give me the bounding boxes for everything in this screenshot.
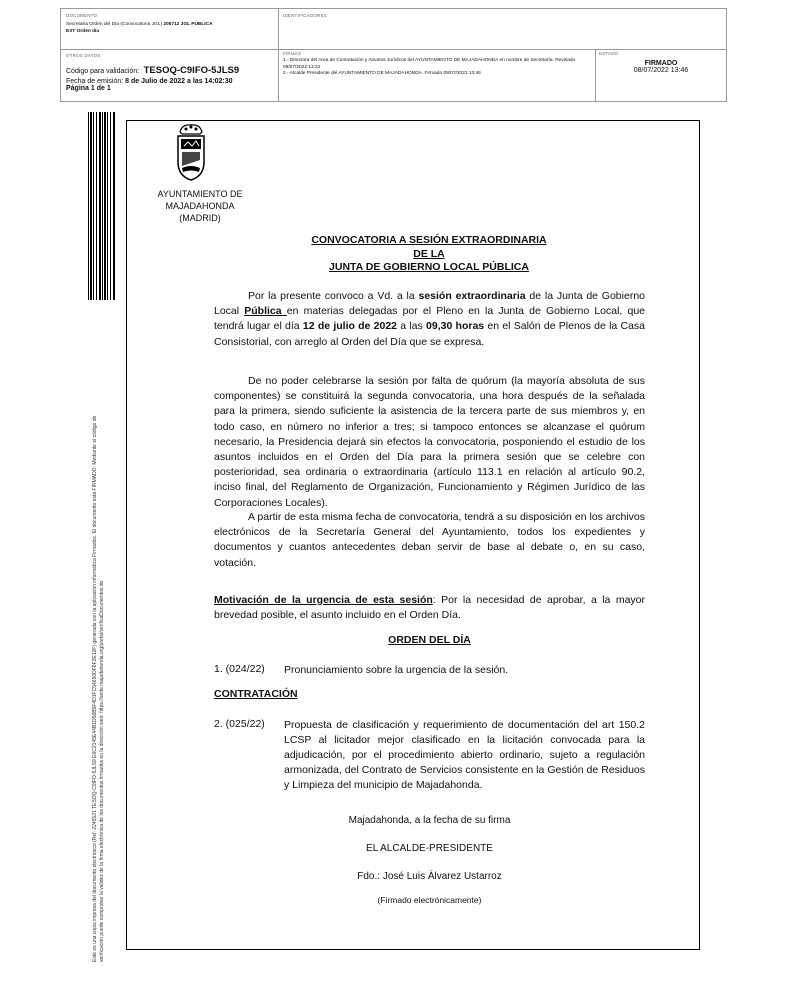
org-line-3: (MADRID) — [179, 213, 221, 223]
title-line-2: DE LA — [413, 247, 445, 260]
documento-label: DOCUMENTO — [66, 13, 98, 18]
orden-del-dia-title: ORDEN DEL DÍA — [388, 634, 471, 646]
p1-text-c: de la Junta de Gobierno Local — [214, 290, 645, 318]
motivacion-text: : Por la necesidad de aprobar, a la mayor brevedad posible, el asunto incluido en el Orden Día. — [214, 594, 646, 622]
firmas-label: FIRMAS — [283, 51, 302, 56]
barcode — [88, 112, 116, 300]
signature-note: (Firmado electrónicamente) — [377, 895, 482, 905]
document-header — [60, 8, 727, 102]
section-contratacion: CONTRATACIÓN — [214, 688, 298, 700]
estado-label: ESTADO — [599, 51, 619, 56]
documento-line1: Secretaria Orden del Día (Convocatoria JGL) — [66, 22, 162, 27]
signature-place: Majadahonda, a la fecha de su firma — [348, 815, 511, 826]
coat-of-arms-logo — [172, 122, 210, 184]
documento-line2: EXT Orden día — [66, 28, 100, 34]
item-1-text: Pronunciamiento sobre la urgencia de la sesión. — [284, 664, 509, 676]
signature-role: EL ALCALDE-PRESIDENTE — [366, 843, 493, 854]
paragraph-motivacion — [214, 593, 645, 623]
codigo-value: TESOQ-C9IFO-5JLS9 — [143, 65, 240, 76]
document-title — [214, 234, 644, 275]
paragraph-quorum: De no poder celebrarse la sesión por falta de quórum (la mayoría absoluta de sus componentes) se constituirá la segunda convocatoria, una hora después de la señalada para la primera, siendo suficiente la asistencia de la tercera parte de sus miembros y, en todo caso, en número no inferior a tres; si tampoco entonces se alcanzase el quórum necesario, la Presidencia dejará sin efectos la convocatoria, posponiendo el estudio de los asuntos incluidos en el Orden del Día para la primera sesión que se celebre con posterioridad, sea ordinaria o extraordinaria (artículo 113.1 en relación al artículo 90.2, inciso final, del Reglamento de Organización, Funcionamiento y Régimen Jurídico de las Corporaciones Locales). — [214, 375, 645, 509]
p1-bold-fecha: 12 de julio de 2022 — [302, 320, 398, 333]
p1-text-g: a las — [397, 320, 427, 333]
item-2-number: 2. (025/22) — [214, 718, 265, 730]
paragraph-convocatoria — [214, 289, 645, 350]
item-2-text: Propuesta de clasificación y requerimiento de documentación del art 150.2 LCSP al licitador mejor clasificado en la licitación convocada para la adjudicación, por el procedimiento abierto ordinario, sujeto a regulación armonizada, del Contrato de Servicios consistente en la Gestión de Residuos y Limpieza del municipio de Majadahonda. — [284, 719, 645, 791]
side-line-2: verificación puede comprobar la validez de la firma electrónica de los documentos firmados en la dirección web: https://sede.majadahonda.org/portal/verificaDocumentos.do — [99, 580, 105, 962]
item-1-number: 1. (024/22) — [214, 663, 265, 675]
paragraph-disposicion: A partir de esta misma fecha de convocatoria, tendrá a su disposición en los archivos electrónicos de la Secretaría General del Ayuntamiento, todos los expedientes y documentos y cuantos antecedentes deban servir de base al debate o, en su caso, votación. — [214, 511, 645, 569]
p1-bold-sesion: sesión extraordinaria — [418, 290, 526, 302]
estado-date: 08/07/2022 13:46 — [633, 67, 689, 74]
pagina-label: Página 1 de 1 — [66, 85, 111, 92]
identificadores-label: IDENTIFICADORES — [283, 13, 328, 18]
title-line-1: CONVOCATORIA A SESIÓN EXTRAORDINARIA — [311, 234, 547, 246]
verification-side-text — [92, 416, 106, 962]
firma-2: 2.- Alcalde Presidente del AYUNTAMIENTO DE MAJADAHONDA. Firmado 08/07/2022 13:46 — [283, 71, 481, 76]
codigo-label: Código para validación: — [66, 68, 140, 75]
otros-datos-label: OTROS DATOS — [66, 53, 101, 58]
side-line-1: Este es una copia impresa del documento electrónico (Ref: 2245521 TESOQ-C9IFO-5JLS9 E6C2145E44B1D58B5F4D1FC54650DF8F2E12F) generada con la aplicación informática Firmadoc. El documento está FIRMADO. Mediante el código de — [92, 415, 98, 962]
org-line-2: MAJADAHONDA — [165, 201, 235, 211]
documento-code: 205712 JGL PÚBLICA — [163, 22, 213, 27]
p1-text-a: Por la presente convoco a Vd. a la — [248, 290, 419, 302]
fecha-label: Fecha de emisión: — [66, 78, 124, 85]
title-line-3: JUNTA DE GOBIERNO LOCAL PÚBLICA — [329, 261, 529, 273]
p1-text-i: en el Salón de Plenos de la Casa Consistorial, con arreglo al Orden del Día que se expresa. — [214, 320, 645, 348]
motivacion-heading: Motivación de la urgencia de esta sesión — [214, 594, 433, 606]
firma-1: 1.- Directora del Area de Contratación y Asuntos Jurídicos del AYUNTAMIENTO DE MAJADAHONDA en nombre de Secretaría. Revisado 08/07/2022 13:22 — [283, 58, 576, 70]
p1-bold-hora: 09,30 horas — [426, 320, 485, 333]
organization-name — [140, 188, 260, 224]
signature-name: Fdo.: José Luis Álvarez Ustarroz — [357, 871, 502, 882]
p1-text-e: en materias delegadas por el Pleno en la Junta de Gobierno Local, que tendrá lugar el día — [214, 305, 646, 333]
p1-bold-publica: Pública — [244, 305, 287, 318]
estado-value: FIRMADO — [644, 60, 678, 67]
fecha-value: 8 de Julio de 2022 a las 14:02:30 — [125, 78, 233, 85]
org-line-1: AYUNTAMIENTO DE — [157, 189, 243, 199]
